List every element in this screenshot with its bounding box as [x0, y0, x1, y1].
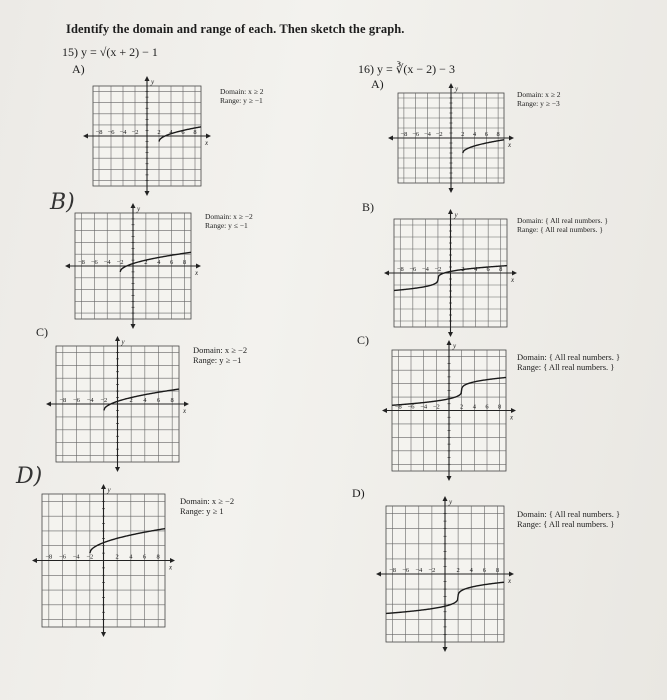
x-axis-arrow-right [509, 136, 514, 141]
p15-c-range: Range: y ≥ −1 [193, 355, 242, 365]
x-tick-label: −6 [402, 567, 410, 574]
p16-a-graph [392, 87, 510, 189]
x-tick-label: −2 [86, 553, 94, 561]
x-axis-arrow-right [512, 271, 517, 276]
x-tick-label: 4 [157, 259, 161, 266]
x-tick-label: −6 [107, 129, 115, 136]
p15-d-domain: Domain: x ≥ −2 [180, 496, 235, 506]
p15-d-graph [36, 488, 171, 633]
y-axis-arrow-down [101, 632, 106, 637]
x-axis-arrow-left [65, 264, 70, 269]
y-axis-arrow-down [145, 191, 150, 196]
x-axis-arrow-right [196, 264, 201, 269]
p15-a-range: Range: y ≥ −1 [220, 96, 263, 105]
x-tick-label: 6 [482, 567, 486, 574]
y-axis-arrow-up [443, 496, 448, 501]
x-tick-label: −6 [90, 259, 98, 266]
p15-choice-d-label: D) [16, 464, 43, 489]
x-axis-arrow-right [206, 134, 211, 139]
p16-b-graph [388, 213, 513, 333]
x-tick-label: 8 [496, 131, 500, 138]
x-tick-label: 4 [143, 397, 147, 404]
x-tick-label: 2 [460, 403, 464, 411]
y-axis-arrow-up [447, 340, 452, 345]
x-tick-label: 6 [485, 403, 489, 411]
p16-b-range: Range: { All real numbers. } [517, 225, 603, 234]
x-axis-label: x [508, 141, 512, 149]
x-tick-label: 4 [473, 266, 478, 273]
x-tick-label: −4 [423, 131, 431, 138]
p15-b-graph [69, 207, 197, 325]
x-axis-label: x [169, 563, 173, 572]
p16-a-domain: Domain: x ≥ 2 [517, 90, 561, 99]
y-axis-label: y [455, 85, 459, 93]
x-axis-arrow-left [388, 136, 393, 141]
x-tick-label: 8 [170, 397, 174, 404]
x-axis-label: x [205, 139, 209, 147]
x-tick-label: 6 [181, 129, 185, 136]
x-tick-label: 2 [129, 397, 133, 404]
y-axis-label: y [151, 78, 155, 86]
x-tick-label: −8 [389, 567, 397, 574]
y-axis-label: y [137, 205, 141, 213]
y-axis-arrow-down [115, 467, 120, 472]
problem-15-statement [62, 45, 158, 60]
p16-a-range: Range: y ≥ −3 [517, 99, 560, 108]
x-axis-arrow-right [509, 572, 514, 577]
x-tick-label: 4 [129, 553, 133, 561]
x-tick-label: 2 [115, 553, 119, 561]
x-tick-label: −4 [86, 397, 94, 404]
y-axis-arrow-down [447, 476, 452, 481]
p15-b-domain: Domain: x ≥ −2 [205, 212, 253, 221]
y-axis-label: y [121, 338, 125, 346]
x-tick-label: 4 [469, 567, 473, 574]
x-axis-arrow-left [83, 134, 88, 139]
p16-d-domain-range [517, 509, 620, 529]
p15-b-domain-range [205, 212, 253, 230]
x-tick-label: −4 [420, 403, 428, 411]
x-tick-label: 6 [170, 259, 174, 266]
y-axis-arrow-down [131, 324, 136, 329]
x-tick-label: 2 [157, 129, 161, 136]
x-tick-label: 8 [156, 553, 160, 561]
p15-b-range: Range: y ≤ −1 [205, 221, 248, 230]
x-tick-label: −8 [396, 266, 404, 273]
x-axis-arrow-right [184, 402, 189, 407]
problem-16-number: 16) [358, 62, 374, 76]
p16-d-range: Range: { All real numbers. } [517, 519, 615, 529]
p16-choice-d-label: D) [352, 486, 365, 500]
x-tick-label: −6 [412, 131, 420, 138]
p16-d-domain: Domain: { All real numbers. } [517, 509, 621, 519]
x-tick-label: −8 [77, 259, 85, 266]
p16-c-domain-range [517, 352, 620, 372]
p15-choice-b-label: B) [50, 190, 75, 215]
problem-15-equation: y = √(x + 2) − 1 [81, 45, 158, 59]
problem-15-number: 15) [62, 45, 78, 59]
x-tick-label: −2 [432, 403, 440, 411]
y-axis-arrow-down [448, 332, 453, 337]
p15-a-domain: Domain: x ≥ 2 [220, 87, 264, 96]
p16-c-graph [386, 344, 512, 477]
x-tick-label: −4 [72, 553, 80, 561]
x-tick-label: 8 [182, 259, 187, 266]
p16-choice-c-label: C) [357, 333, 369, 347]
problem-16-statement [358, 62, 455, 77]
x-tick-label: −6 [59, 553, 66, 561]
x-tick-label: 4 [169, 129, 173, 136]
p16-b-domain: Domain: { All real numbers. } [517, 216, 608, 225]
y-axis-arrow-up [449, 83, 454, 88]
p16-c-domain: Domain: { All real numbers. } [517, 352, 621, 362]
y-axis-arrow-down [443, 647, 448, 652]
p16-b-domain-range [517, 216, 608, 234]
x-tick-label: −8 [394, 403, 402, 411]
x-axis-label: x [183, 407, 187, 415]
y-axis-arrow-up [101, 484, 106, 489]
x-tick-label: 6 [484, 131, 488, 138]
x-tick-label: 2 [461, 266, 465, 273]
p15-c-domain-range [193, 345, 247, 365]
x-axis-label: x [195, 269, 199, 277]
p16-choice-b-label: B) [362, 200, 374, 214]
p15-d-domain-range [180, 496, 234, 516]
y-axis-arrow-up [448, 209, 453, 214]
p16-d-graph [380, 500, 510, 648]
x-axis-arrow-left [384, 271, 389, 276]
x-tick-label: −2 [435, 131, 443, 138]
p15-a-domain-range [220, 87, 264, 105]
x-tick-label: −6 [73, 397, 80, 404]
x-tick-label: 2 [461, 131, 465, 138]
x-tick-label: −2 [428, 567, 436, 574]
y-axis-label: y [453, 342, 457, 350]
p16-a-domain-range [517, 90, 561, 108]
y-axis-arrow-up [131, 203, 136, 208]
p15-a-graph [87, 80, 207, 192]
x-tick-label: −2 [100, 397, 108, 404]
x-tick-label: −4 [421, 266, 429, 273]
p15-d-range: Range: y ≥ 1 [180, 506, 224, 516]
x-axis-arrow-left [382, 408, 387, 413]
p16-choice-a-label: A) [371, 77, 384, 91]
y-axis-arrow-up [145, 76, 150, 81]
y-axis-label: y [454, 211, 458, 219]
x-tick-label: 6 [142, 553, 147, 561]
x-tick-label: 6 [156, 397, 161, 404]
y-axis-label: y [449, 498, 453, 506]
x-tick-label: 2 [144, 259, 148, 266]
x-tick-label: −4 [103, 259, 111, 266]
x-tick-label: 8 [498, 403, 502, 411]
x-tick-label: −4 [119, 129, 127, 136]
x-tick-label: −8 [95, 129, 103, 136]
y-axis-label: y [107, 486, 111, 494]
p16-c-range: Range: { All real numbers. } [517, 362, 615, 372]
x-axis-arrow-right [511, 408, 516, 413]
x-axis-label: x [508, 577, 512, 585]
worksheet-title: Identify the domain and range of each. Then sketch the graph. [66, 22, 405, 36]
x-tick-label: −6 [409, 266, 417, 273]
x-axis-arrow-right [170, 558, 175, 563]
x-axis-label: x [510, 413, 514, 422]
x-axis-arrow-left [46, 402, 51, 407]
x-tick-label: −2 [116, 259, 124, 266]
x-tick-label: −6 [407, 403, 415, 411]
x-tick-label: 8 [193, 129, 197, 136]
x-tick-label: 6 [486, 266, 490, 273]
p15-c-graph [50, 340, 185, 468]
x-tick-label: 2 [456, 567, 460, 574]
y-axis-arrow-down [449, 188, 454, 193]
p15-choice-a-label: A) [72, 62, 85, 76]
x-tick-label: −8 [400, 131, 408, 138]
p15-c-domain: Domain: x ≥ −2 [193, 345, 248, 355]
x-tick-label: −2 [131, 129, 139, 136]
x-axis-arrow-left [376, 572, 381, 577]
x-tick-label: −8 [45, 553, 53, 561]
x-tick-label: −2 [434, 266, 442, 273]
x-axis-arrow-left [32, 558, 37, 563]
x-tick-label: 8 [495, 567, 500, 574]
x-axis-label: x [511, 276, 515, 284]
x-tick-label: 4 [472, 403, 476, 411]
p15-choice-c-label: C) [36, 325, 48, 339]
x-tick-label: −8 [59, 397, 67, 404]
x-tick-label: 8 [499, 266, 503, 273]
y-axis-arrow-up [115, 336, 120, 341]
problem-16-equation: y = ∛(x − 2) − 3 [377, 62, 455, 76]
x-tick-label: 4 [472, 131, 477, 138]
x-tick-label: −4 [415, 567, 423, 574]
